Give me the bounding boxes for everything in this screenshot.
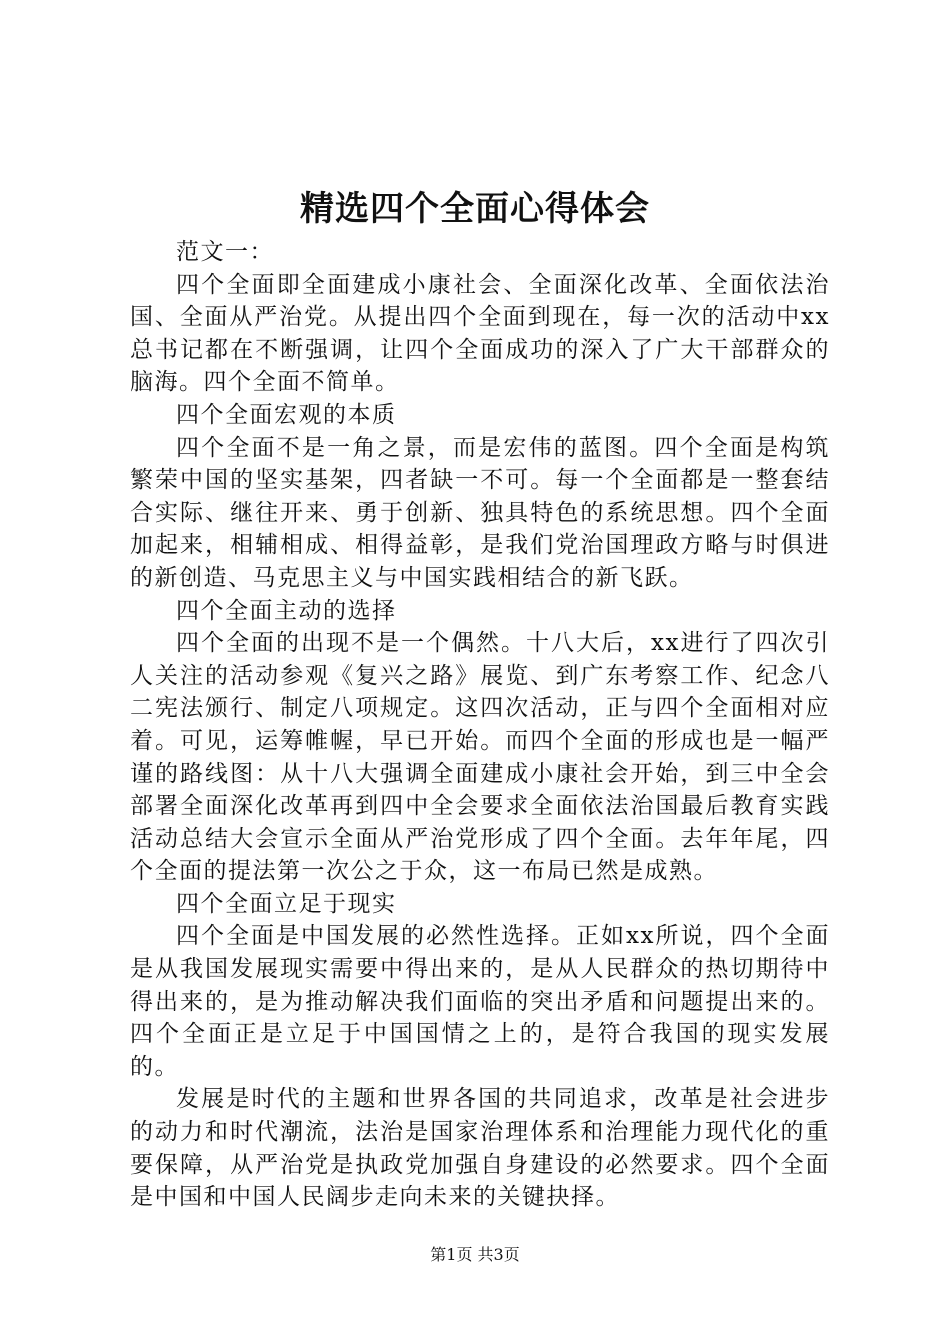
paragraph: 四个全面即全面建成小康社会、全面深化改革、全面依法治国、全面从严治党。从提出四个全面到现在，每一次的活动中xx总书记都在不断强调，让四个全面成功的深入了广大干部群众的脑海。四个全面不简单。	[130, 271, 830, 396]
page-footer: 第1页 共3页	[430, 1245, 520, 1264]
paragraph-label: 范文一：	[176, 239, 274, 265]
paragraph: 四个全面不是一角之景，而是宏伟的蓝图。四个全面是构筑繁荣中国的坚实基架，四者缺一不可。每一个全面都是一整套结合实际、继往开来、勇于创新、独具特色的系统思想。四个全面加起来，相辅相成、相得益彰，是我们党治国理政方略与时俱进的新创造、马克思主义与中国实践相结合的新飞跃。	[130, 434, 830, 591]
paragraph: 四个全面是中国发展的必然性选择。正如xx所说，四个全面是从我国发展现实需要中得出来的，是从人民群众的热切期待中得出来的，是为推动解决我们面临的突出矛盾和问题提出来的。四个全面正是立足于中国国情之上的，是符合我国的现实发展的。	[130, 923, 830, 1080]
paragraph: 四个全面的出现不是一个偶然。十八大后，xx进行了四次引人关注的活动参观《复兴之路》展览、到广东考察工作、纪念八二宪法颁行、制定八项规定。这四次活动，正与四个全面相对应着。可见，运筹帷幄，早已开始。而四个全面的形成也是一幅严谨的路线图：从十八大强调全面建成小康社会开始，到三中全会部署全面深化改革再到四中全会要求全面依法治国最后教育实践活动总结大会宣示全面从严治党形成了四个全面。去年年尾，四个全面的提法第一次公之于众，这一布局已然是成熟。	[130, 630, 830, 885]
document-body	[130, 236, 830, 1214]
section-heading: 四个全面立足于现实	[176, 890, 397, 917]
section-heading: 四个全面主动的选择	[176, 597, 397, 624]
section-heading: 四个全面宏观的本质	[176, 401, 397, 428]
paragraph: 发展是时代的主题和世界各国的共同追求，改革是社会进步的动力和时代潮流，法治是国家治理体系和治理能力现代化的重要保障，从严治党是执政党加强自身建设的必然要求。四个全面是中国和中国人民阔步走向未来的关键抉择。	[130, 1086, 830, 1211]
document-title: 精选四个全面心得体会	[300, 189, 650, 229]
